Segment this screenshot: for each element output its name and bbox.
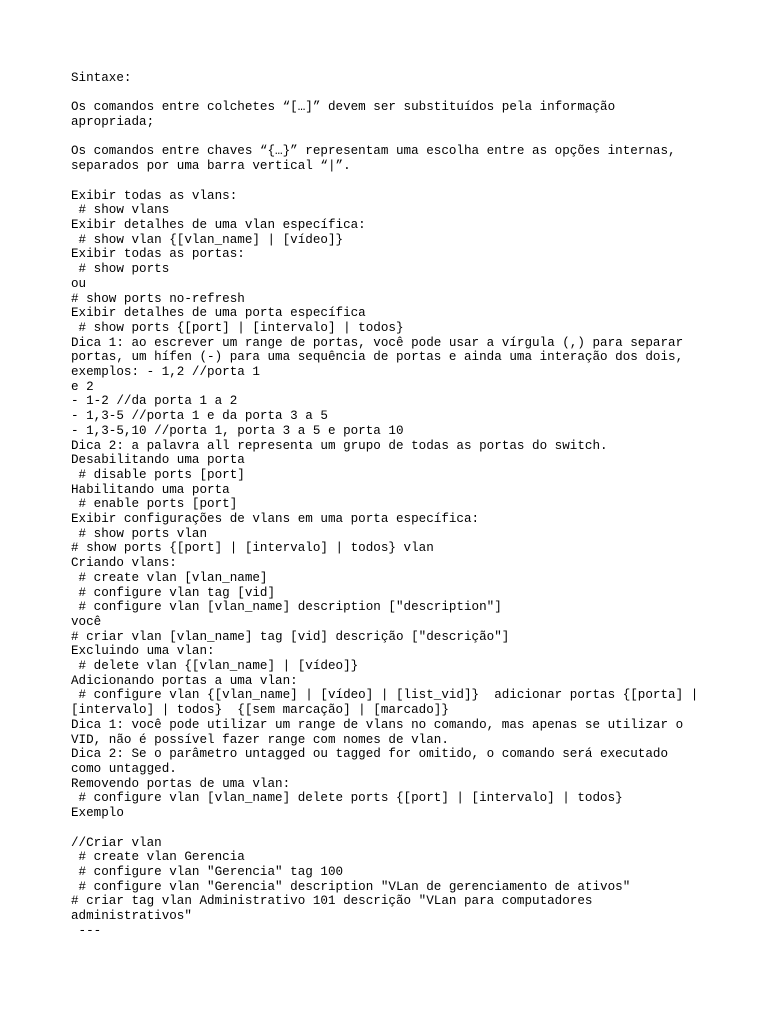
text-line: Exibir todas as portas: bbox=[71, 247, 245, 262]
text-line: - 1,3-5 //porta 1 e da porta 3 a 5 bbox=[71, 409, 328, 424]
text-line: # create vlan Gerencia bbox=[71, 850, 245, 865]
text-line: # configure vlan tag [vid] bbox=[71, 585, 276, 600]
text-line: # configure vlan [vlan_name] description ["description"] bbox=[71, 600, 502, 615]
text-line: # criar tag vlan Administrativo 101 descrição "VLan para computadores bbox=[71, 894, 593, 909]
text-line: Exemplo bbox=[71, 806, 124, 821]
blank-line bbox=[71, 821, 711, 836]
text-line: e 2 bbox=[71, 379, 94, 394]
text-line: # configure vlan {[vlan_name] | [vídeo] | [list_vid]} adicionar portas {[porta] | bbox=[71, 688, 699, 703]
text-line: # create vlan [vlan_name] bbox=[71, 570, 268, 585]
text-line: exemplos: - 1,2 //porta 1 bbox=[71, 365, 260, 380]
text-line: # show ports {[port] | [intervalo] | todos} vlan bbox=[71, 541, 434, 556]
text-line: Excluindo uma vlan: bbox=[71, 644, 215, 659]
text-line: Exibir todas as vlans: bbox=[71, 188, 238, 203]
text-line: [intervalo] | todos} {[sem marcação] | [marcado]} bbox=[71, 703, 449, 718]
text-line: portas, um hífen (-) para uma sequência de portas e ainda uma interação dos dois, bbox=[71, 350, 684, 365]
text-line: apropriada; bbox=[71, 115, 155, 130]
text-line: VID, não é possível fazer range com nomes de vlan. bbox=[71, 732, 449, 747]
text-line: Dica 1: ao escrever um range de portas, você pode usar a vírgula (,) para separar bbox=[71, 335, 684, 350]
text-line: # show vlan {[vlan_name] | [vídeo]} bbox=[71, 232, 344, 247]
text-line: Removendo portas de uma vlan: bbox=[71, 776, 291, 791]
text-line: como untagged. bbox=[71, 762, 177, 776]
text-line: Exibir configurações de vlans em uma porta específica: bbox=[71, 512, 480, 527]
text-line: # show vlans bbox=[71, 203, 170, 218]
document-body bbox=[71, 71, 711, 938]
text-line: Sintaxe: bbox=[71, 71, 132, 85]
text-line: # show ports {[port] | [intervalo] | todos} bbox=[71, 320, 404, 335]
text-line: # disable ports [port] bbox=[71, 467, 245, 482]
text-line: # delete vlan {[vlan_name] | [vídeo]} bbox=[71, 659, 359, 674]
text-line: Os comandos entre chaves “{…}” representam uma escolha entre as opções internas, bbox=[71, 144, 676, 159]
text-line: Desabilitando uma porta bbox=[71, 453, 245, 468]
text-line: administrativos" bbox=[71, 909, 192, 924]
text-line: # configure vlan "Gerencia" tag 100 bbox=[71, 864, 344, 879]
text-line: Exibir detalhes de uma vlan específica: bbox=[71, 217, 366, 232]
text-line: # enable ports [port] bbox=[71, 497, 238, 512]
text-line: separados por uma barra vertical “|”. bbox=[71, 159, 351, 174]
text-line: # show ports vlan bbox=[71, 526, 208, 541]
text-line: - 1-2 //da porta 1 a 2 bbox=[71, 394, 238, 409]
blank-line bbox=[71, 86, 711, 101]
text-line: Exibir detalhes de uma porta específica bbox=[71, 306, 366, 321]
text-line: você bbox=[71, 614, 102, 629]
text-line: //Criar vlan bbox=[71, 835, 162, 850]
blank-line bbox=[71, 174, 711, 189]
text-line: Os comandos entre colchetes “[…]” devem ser substituídos pela informação bbox=[71, 100, 616, 115]
text-line: Dica 2: Se o parâmetro untagged ou tagged for omitido, o comando será executado bbox=[71, 747, 669, 762]
text-line: Adicionando portas a uma vlan: bbox=[71, 673, 298, 688]
blank-line bbox=[71, 130, 711, 145]
text-line: # show ports bbox=[71, 262, 170, 277]
text-line: Criando vlans: bbox=[71, 556, 177, 571]
text-line: # show ports no-refresh bbox=[71, 291, 245, 306]
text-line: # configure vlan "Gerencia" description "VLan de gerenciamento de ativos" bbox=[71, 879, 631, 894]
text-line: Habilitando uma porta bbox=[71, 482, 230, 497]
text-line: ou bbox=[71, 276, 87, 291]
text-line: - 1,3-5,10 //porta 1, porta 3 a 5 e porta 10 bbox=[71, 423, 404, 438]
text-line: # criar vlan [vlan_name] tag [vid] descrição ["descrição"] bbox=[71, 629, 510, 644]
text-line: --- bbox=[71, 923, 102, 938]
text-line: # configure vlan [vlan_name] delete ports {[port] | [intervalo] | todos} bbox=[71, 791, 623, 806]
text-line: Dica 1: você pode utilizar um range de vlans no comando, mas apenas se utilizar o bbox=[71, 717, 684, 732]
text-line: Dica 2: a palavra all representa um grupo de todas as portas do switch. bbox=[71, 438, 608, 453]
